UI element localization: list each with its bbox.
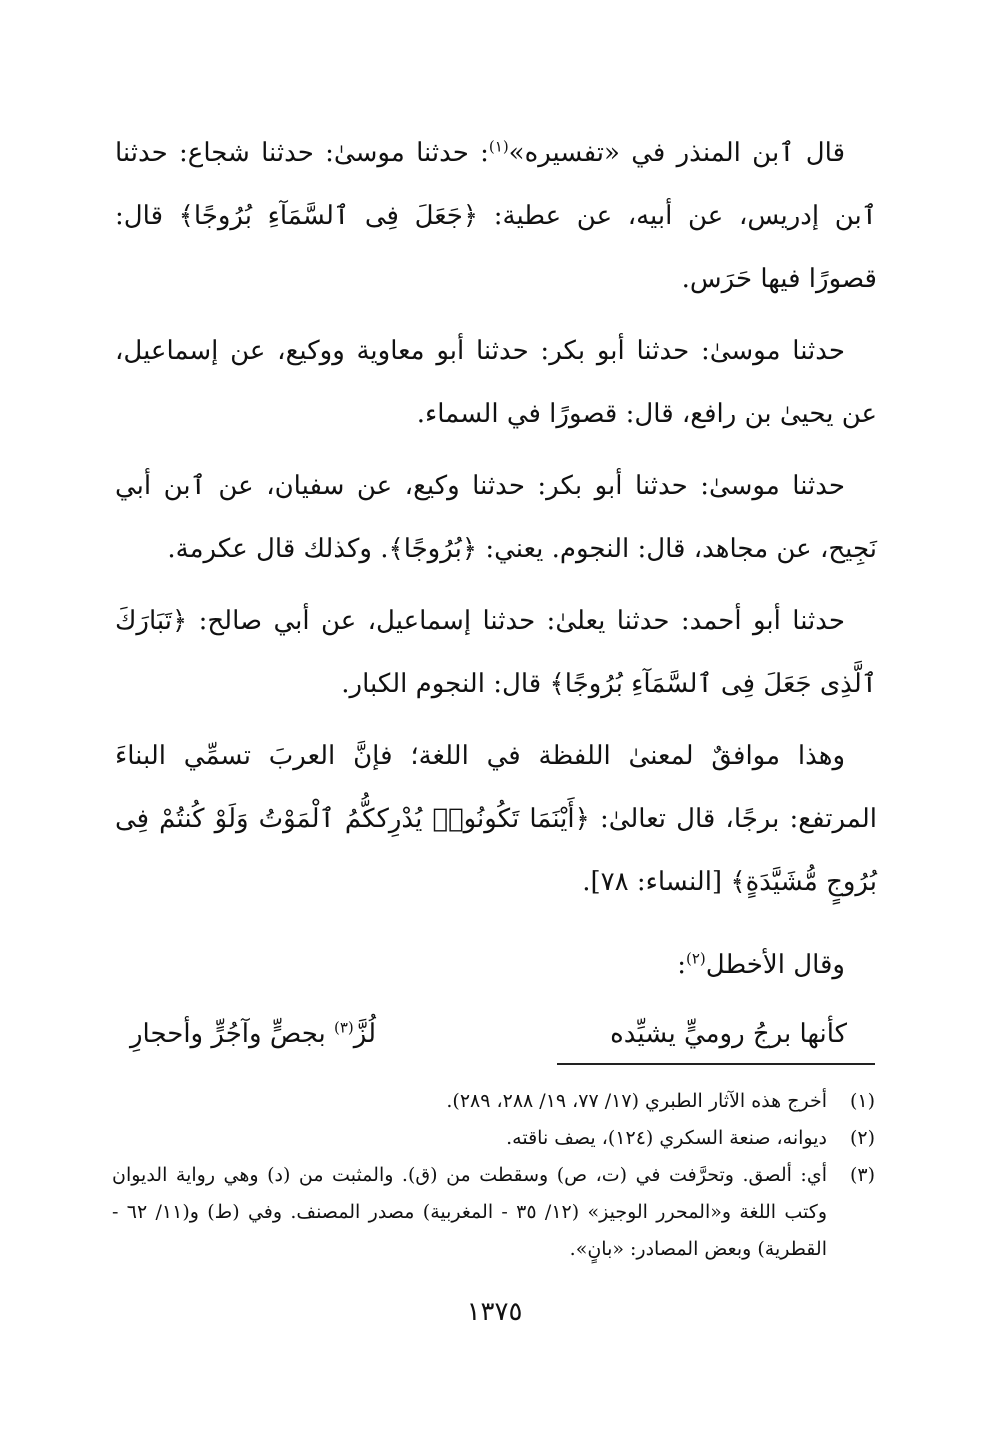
verse-intro	[115, 934, 877, 997]
verse-second-hemistich	[130, 1003, 376, 1066]
footnote-1	[112, 1083, 875, 1120]
footnote-text: أخرج هذه الآثار الطبري (١٧/ ٧٧، ١٩/ ٢٨٨، ٢٨٩).	[446, 1090, 827, 1112]
verse-intro-text: وقال الأخطل	[705, 950, 845, 980]
footnotes-section	[112, 1063, 875, 1268]
paragraph-3	[115, 455, 877, 581]
poetry-verse	[115, 1003, 877, 1066]
footnote-ref-1[interactable]: (١)	[488, 137, 509, 156]
footnote-number: (١)	[849, 1090, 875, 1112]
verse-first-hemistich: كأنها برجُ روميٍّ يشيِّده	[610, 1019, 847, 1049]
paragraph-3-text: حدثنا موسىٰ: حدثنا أبو بكر: حدثنا وكيع، عن سفيان، عن ٱبن أبي نَجِيح، عن مجاهد، قال: النجوم. يعني: ﴿بُرُوجًا﴾. وكذلك قال عكرمة.	[115, 471, 877, 564]
footnote-divider	[557, 1063, 875, 1065]
footnote-2	[112, 1120, 875, 1157]
footnote-text: أي: ألصق. وتحرَّفت في (ت، ص) وسقطت من (ق). والمثبت من (د) وهي رواية الديوان وكتب اللغة و«المحرر الوجيز» (١٢/ ٣٥ - المغربية) مصدر المصنف. وفي (ط) و(١١/ ٦٢ - القطرية) وبعض المصادر: «بانٍ».	[112, 1164, 828, 1260]
footnote-text: ديوانه، صنعة السكري (١٢٤)، يصف ناقته.	[506, 1127, 827, 1149]
footnote-3	[112, 1157, 875, 1268]
page-number: ١٣٧٥	[466, 1297, 523, 1327]
paragraph-2-text: حدثنا موسىٰ: حدثنا أبو بكر: حدثنا أبو معاوية ووكيع، عن إسماعيل، عن يحيىٰ بن رافع، قال: قصورًا في السماء.	[115, 336, 877, 429]
verse-second-hemistich-end: بجصٍّ وآجُرٍّ وأحجارِ	[130, 1019, 334, 1049]
paragraph-5	[115, 725, 877, 914]
footnote-ref-3[interactable]: (٣)	[333, 1018, 354, 1037]
verse-second-hemistich-start: لُزَّ	[353, 1019, 377, 1049]
paragraph-1-text: قال ٱبن المنذر في «تفسيره»	[508, 138, 845, 168]
paragraph-2	[115, 320, 877, 446]
footnote-number: (٣)	[849, 1164, 875, 1186]
paragraph-1	[115, 122, 877, 311]
verse-intro-colon: :	[677, 950, 686, 980]
paragraph-1-text-after: : حدثنا موسىٰ: حدثنا شجاع: حدثنا ٱبن إدريس، عن أبيه، عن عطية: ﴿جَعَلَ فِى ٱلسَّمَآءِ بُرُوجًا﴾ قال: قصورًا فيها حَرَس.	[115, 138, 877, 294]
footnote-number: (٢)	[849, 1127, 875, 1149]
footnote-ref-2[interactable]: (٢)	[686, 949, 706, 968]
paragraph-4-text: حدثنا أبو أحمد: حدثنا يعلىٰ: حدثنا إسماعيل، عن أبي صالح: ﴿تَبَارَكَ ٱلَّذِى جَعَلَ فِى ٱلسَّمَآءِ بُرُوجًا﴾ قال: النجوم الكبار.	[115, 606, 877, 699]
paragraph-5-text: وهذا موافقٌ لمعنىٰ اللفظة في اللغة؛ فإنَّ العربَ تسمِّي البناءَ المرتفع: برجًا، قال تعالىٰ: ﴿أَيْنَمَا تَكُونُوا۟ يُدْرِككُّمُ ٱلْمَوْتُ وَلَوْ كُنتُمْ فِى بُرُوجٍ مُّشَيَّدَةٍ﴾ [النساء: ٧٨].	[115, 741, 877, 897]
paragraph-4	[115, 590, 877, 716]
main-text	[115, 122, 877, 1066]
